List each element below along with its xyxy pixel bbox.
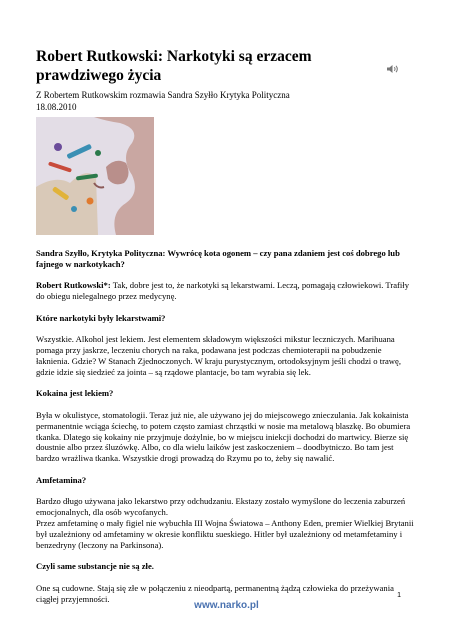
section-answer: Była w okulistyce, stomatologii. Teraz już nie, ale używano jej do miejscowego znieczulania. Jak kokainista permanentnie wciąga ściechę, to potem często zamiast chrząstki w nosie ma metalową blaszkę. Bo obumiera tkanka. Dlatego się kokainy nie przyjmuje dożylnie, bo w miejscu iniekcji dochodzi do martwicy. Bierze się doustnie albo przez śluzówkę. Albo, co dla wielu laików jest zaskoczeniem – doodbytniczo. Bo tam jest bardzo wrażliwa tkanka. Wszystkie drogi prowadzą do Rzymu po to, żeby się nawalić. — [36, 409, 411, 464]
section-question: Kokaina jest lekiem? — [36, 388, 114, 399]
section-question: Które narkotyki były lekarstwami? — [36, 312, 166, 323]
answer-speaker: Robert Rutkowski*: — [36, 280, 111, 291]
speaker-icon[interactable] — [386, 64, 400, 74]
intro-answer — [36, 280, 416, 302]
section-answer: Bardzo długo używana jako lekarstwo przy odchudzaniu. Ekstazy zostało wymyślone do leczenia zaburzeń emocjonalnych, dla osób wycofanych. Przez amfetaminę o mały figiel nie wybuchła III Wojna Światowa – Anthony Eden, premier Wielkiej Brytanii był uzależniony od amfetaminy w okresie konfliktu sueskiego. Hitler był uzależniony od metamfetaminy i benzedryny (leczony na Parkinsona). — [36, 496, 414, 550]
section-question: Amfetamina? — [36, 474, 87, 485]
footer-link[interactable]: www.narko.pl — [194, 600, 259, 611]
article-body — [36, 248, 416, 615]
article-subtitle: Z Robertem Rutkowskim rozmawia Sandra Szyłło Krytyka Polityczna — [36, 90, 290, 100]
answer-text: Tak, dobre jest to, że narkotyki są lekarstwami. Leczą, pomagają człowiekowi. Trafiły do obiegu nielegalnego przez medycynę. — [36, 280, 409, 302]
section-answer: One są cudowne. Stają się złe w połączeniu z nieodpartą, permanentną żądzą człowieka do przeżywania ciągłej przyjemności. — [36, 582, 394, 604]
page-number: 1 — [397, 592, 401, 599]
article-title: Robert Rutkowski: Narkotyki są erzacem prawdziwego życia — [36, 48, 312, 84]
article-date: 18.08.2010 — [36, 102, 77, 112]
article-illustration — [36, 117, 154, 235]
section-question: Czyli same substancje nie są złe. — [36, 561, 154, 572]
intro-question: Sandra Szyłło, Krytyka Polityczna: Wywrócę kota ogonem – czy pana zdaniem jest coś dobrego lub fajnego w narkotykach? — [36, 248, 400, 269]
section-answer: Wszystkie. Alkohol jest lekiem. Jest elementem składowym większości mikstur leczniczych. Marihuana pomaga przy jaskrze, leczeniu chorych na raka, podawana jest podczas chemioterapii na pobudzenie łaknienia. Gdzie? W Stanach Zjednoczonych. W kraju purystycznym, ortodoksyjnym jeśli chodzi o trawę, gdzie idzie się siedzieć za jointa – są rządowe plantacje, bo tam wyrabia się lek. — [36, 334, 401, 377]
